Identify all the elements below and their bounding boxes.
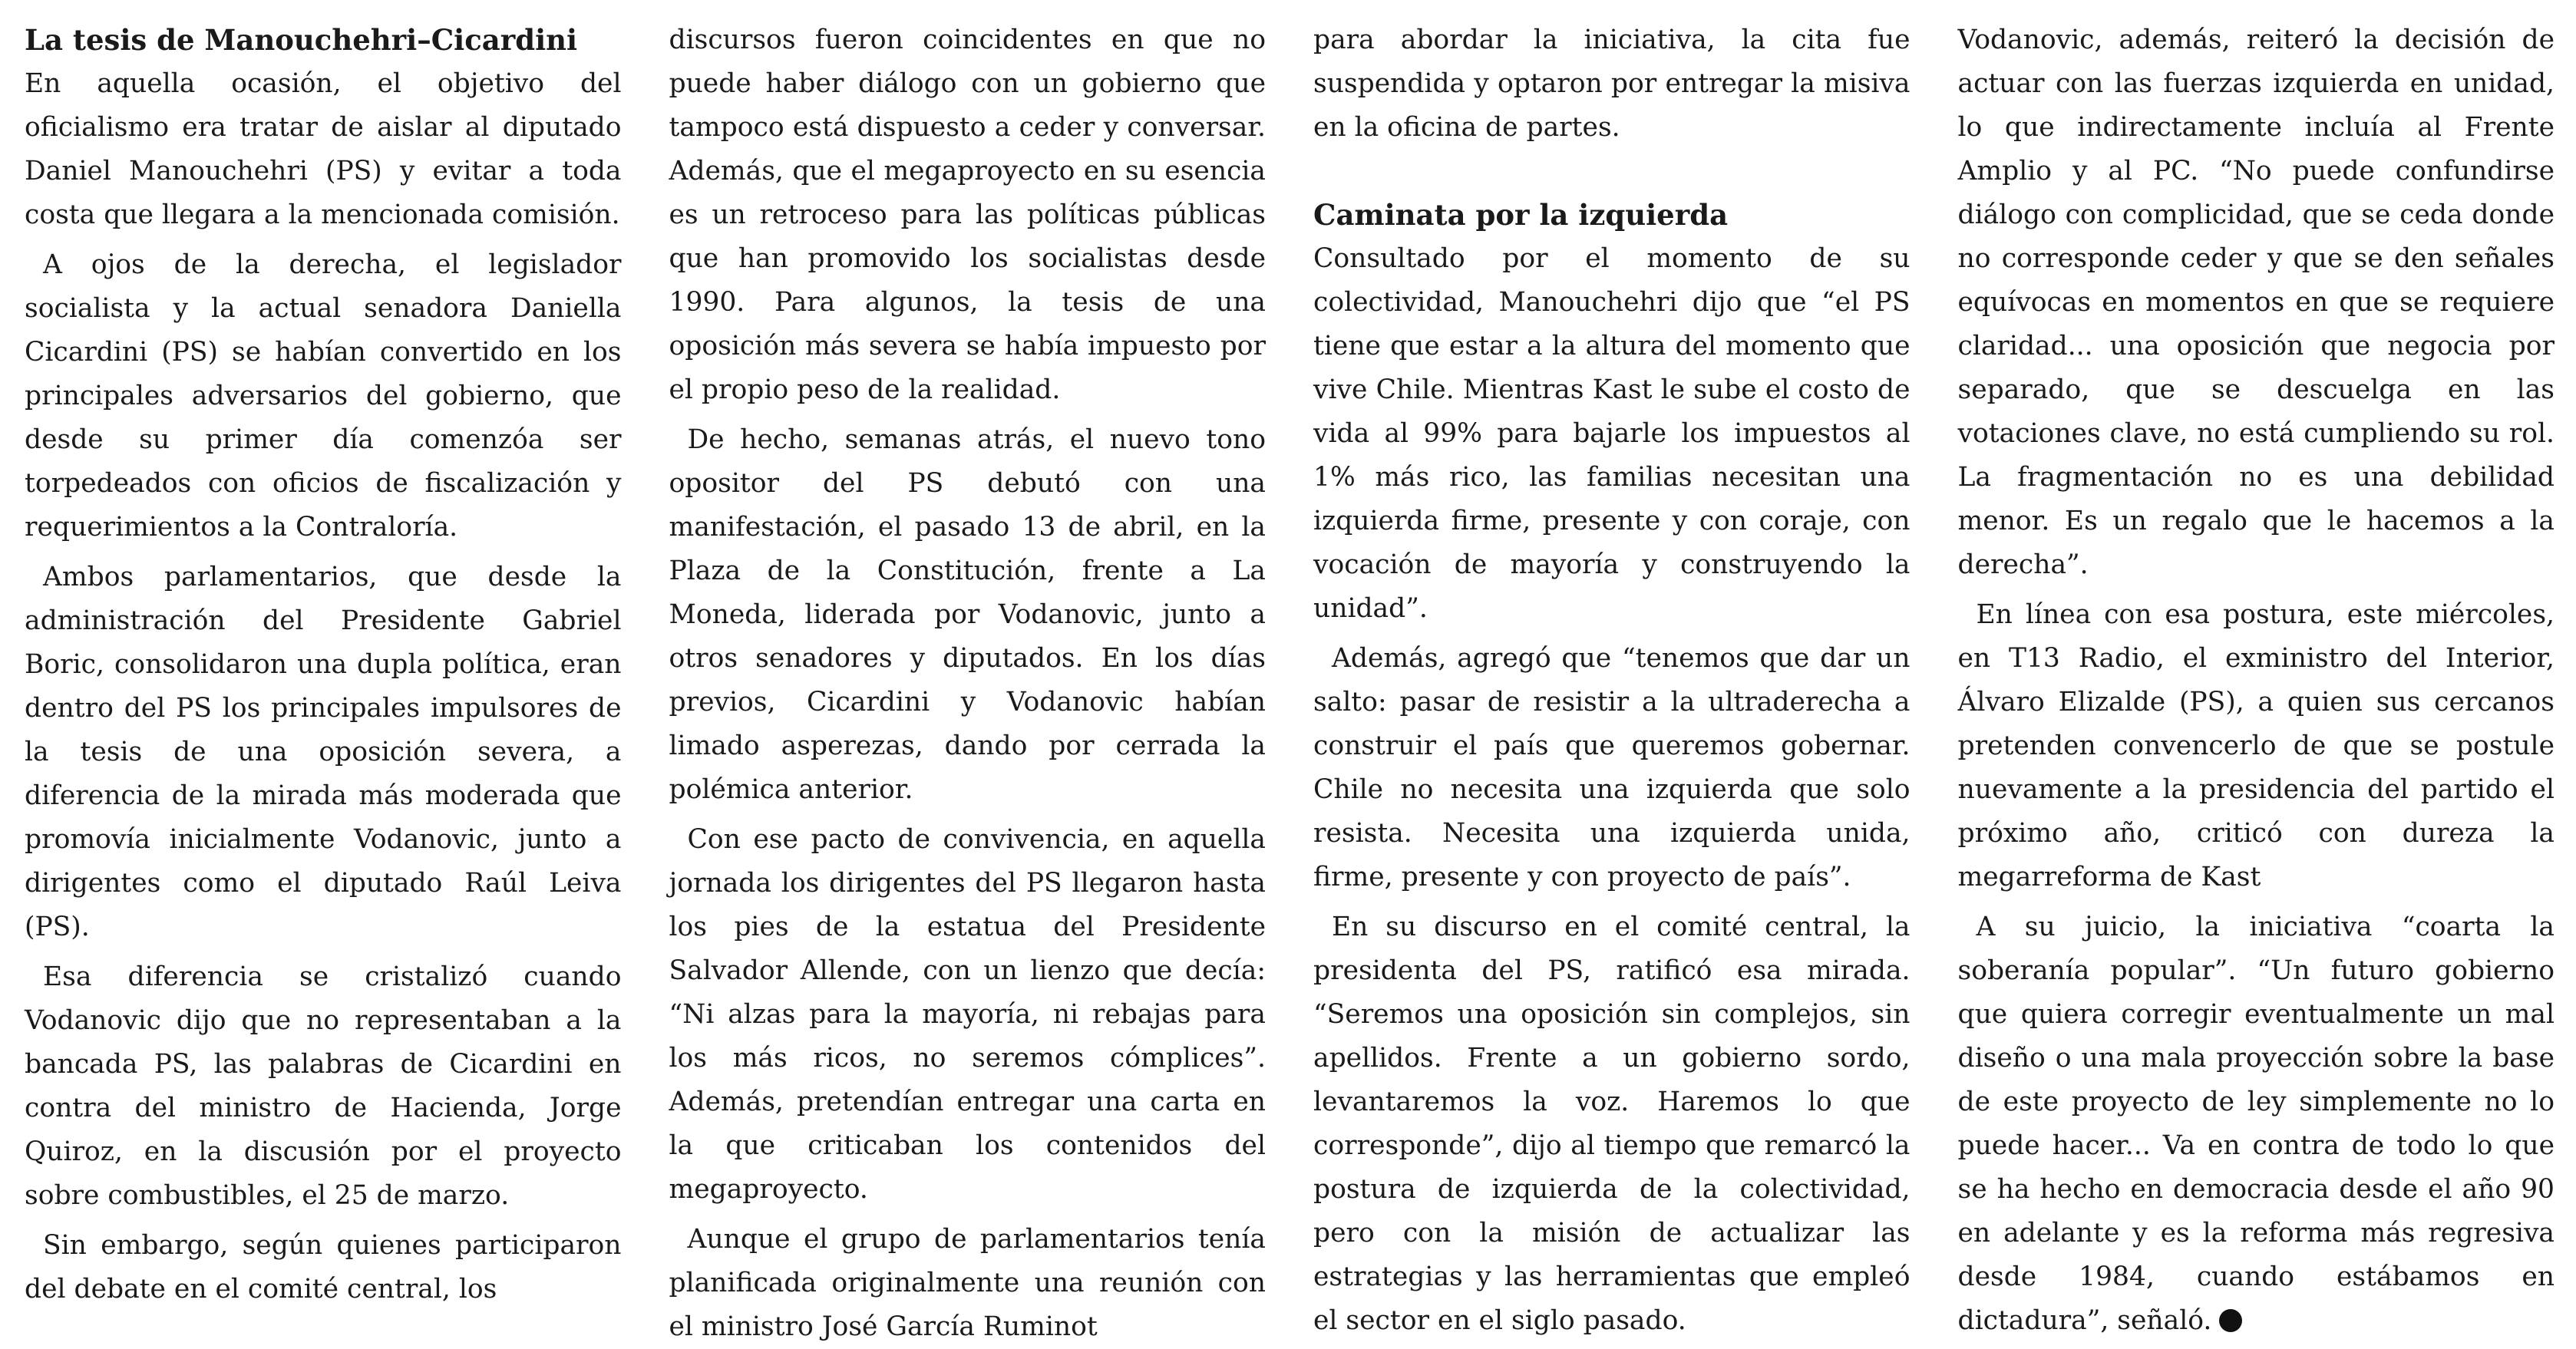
paragraph: para abordar la iniciativa, la cita fue suspendida y optaron por entregar la misiva en la oficina de partes. bbox=[1313, 25, 1911, 143]
paragraph: discursos fueron coincidentes en que no puede haber diálogo con un gobierno que tampoco está dispuesto a ceder y conversar. Además, que el megaproyecto en su esencia es un retroceso para las políticas públicas que han promovido los socialistas desde 1990. Para algunos, la tesis de una oposición más severa se había impuesto por el propio peso de la realidad. bbox=[669, 25, 1266, 405]
paragraph: De hecho, semanas atrás, el nuevo tono opositor del PS debutó con una manifestación, el pasado 13 de abril, en la Plaza de la Constitución, frente a La Moneda, liderada por Vodanovic, junto a otros senadores y diputados. En los días previos, Cicardini y Vodanovic habían limado asperezas, dando por cerrada la polémica anterior. bbox=[669, 424, 1266, 805]
paragraph: En línea con esa postura, este miércoles, en T13 Radio, el exministro del Interior, Álvaro Elizalde (PS), a quien sus cercanos pretenden convencerlo de que se postule nuevamente a la presidencia del partido el próximo año, criticó con dureza la megarreforma de Kast bbox=[1957, 599, 2555, 892]
paragraph-final bbox=[1958, 905, 2555, 1343]
column-3 bbox=[1313, 18, 1911, 1336]
paragraph: En aquella ocasión, el objetivo del oficialismo era tratar de aislar al diputado Daniel Manouchehri (PS) y evitar a toda costa que llegara a la mencionada comisión. bbox=[25, 68, 622, 230]
paragraph: En su discurso en el comité central, la presidenta del PS, ratificó esa mirada. “Seremos una oposición sin complejos, sin apellidos. Frente a un gobierno sordo, levantaremos la voz. Haremos lo que corresponde”, dijo al tiempo que remarcó la postura de izquierda de la colectividad, pero con la misión de actualizar las estrategias y las herramientas que empleó el sector en el siglo pasado. bbox=[1313, 912, 1911, 1336]
section-heading-caminata: Caminata por la izquierda bbox=[1313, 198, 1729, 232]
paragraph: Esa diferencia se cristalizó cuando Vodanovic dijo que no representaban a la bancada PS, las palabras de Cicardini en contra del ministro de Hacienda, Jorge Quiroz, en la discusión por el proyecto sobre combustibles, el 25 de marzo. bbox=[25, 961, 622, 1211]
end-of-article-dot-icon bbox=[2219, 1309, 2242, 1332]
paragraph: Aunque el grupo de parlamentarios tenía planificada originalmente una reunión con el ministro José García Ruminot bbox=[669, 1224, 1266, 1342]
paragraph: Con ese pacto de convivencia, en aquella jornada los dirigentes del PS llegaron hasta los pies de la estatua del Presidente Salvador Allende, con un lienzo que decía: “Ni alzas para la mayoría, ni rebajas para los más ricos, no seremos cómplices”. Además, pretendían entregar una carta en la que criticaban los contenidos del megaproyecto. bbox=[669, 824, 1266, 1205]
paragraph: Ambos parlamentarios, que desde la administración del Presidente Gabriel Boric, consolidaron una dupla política, eran dentro del PS los principales impulsores de la tesis de una oposición severa, a diferencia de la mirada más moderada que promovía inicialmente Vodanovic, junto a dirigentes como el diputado Raúl Leiva (PS). bbox=[25, 562, 622, 942]
paragraph: Además, agregó que “tenemos que dar un salto: pasar de resistir a la ultraderecha a construir el país que queremos gobernar. Chile no necesita una izquierda que solo resista. Necesita una izquierda unida, firme, presente y con proyecto de país”. bbox=[1313, 643, 1911, 892]
paragraph: Sin embargo, según quienes participaron del debate en el comité central, los bbox=[25, 1230, 622, 1304]
paragraph: Consultado por el momento de su colectividad, Manouchehri dijo que “el PS tiene que estar a la altura del momento que vive Chile. Mientras Kast le sube el costo de vida al 99% para bajarle los impuestos al 1% más rico, las familias necesitan una izquierda firme, presente y con coraje, con vocación de mayoría y construyendo la unidad”. bbox=[1313, 243, 1911, 624]
column-1 bbox=[25, 18, 622, 1304]
paragraph-final-text: A su juicio, la iniciativa “coarta la soberanía popular”. “Un futuro gobierno que quiera corregir eventualmente un mal diseño o una mala proyección sobre la base de este proyecto de ley simplemente no lo puede hacer... Va en contra de todo lo que se ha hecho en democracia desde el año 90 en adelante y es la reforma más regresiva desde 1984, cuando estábamos en dictadura”, señaló. bbox=[1957, 912, 2555, 1336]
section-heading-manouchehri-cicardini: La tesis de Manouchehri–Cicardini bbox=[25, 23, 578, 57]
column-2 bbox=[669, 18, 1267, 1342]
column-4 bbox=[1957, 18, 2555, 1336]
paragraph: Vodanovic, además, reiteró la decisión de actuar con las fuerzas izquierda en unidad, lo que indirectamente incluía al Frente Amplio y al PC. “No puede confundirse diálogo con complicidad, que se ceda donde no corresponde ceder y que se den señales equívocas en momentos en que se requiere claridad... una oposición que negocia por separado, que se descuelga en las votaciones clave, no está cumpliendo su rol. La fragmentación no es una debilidad menor. Es un regalo que le hacemos a la derecha”. bbox=[1957, 25, 2555, 580]
paragraph: A ojos de la derecha, el legislador socialista y la actual senadora Daniella Cicardini (PS) se habían convertido en los principales adversarios del gobierno, que desde su primer día comenzóa ser torpedeados con oficios de fiscalización y requerimientos a la Contraloría. bbox=[25, 249, 622, 543]
